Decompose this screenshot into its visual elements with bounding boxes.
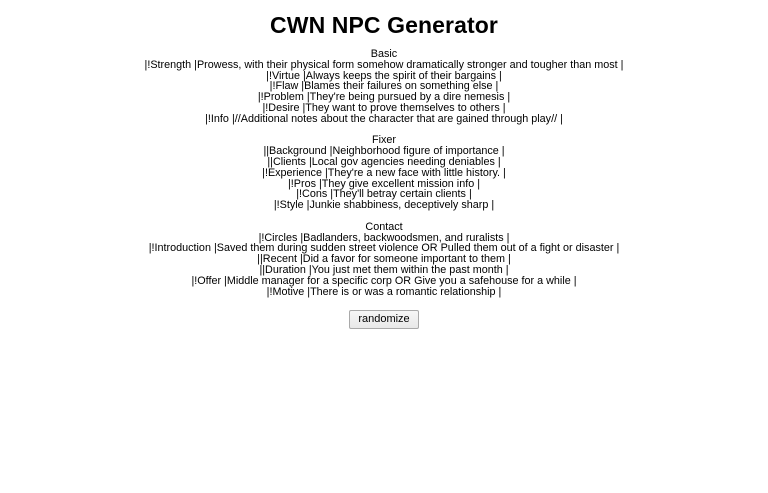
output-line: ||Recent |Did a favor for someone important to them |: [257, 253, 511, 266]
controls-bar: [0, 309, 768, 329]
section-heading-contact: Contact: [365, 220, 403, 233]
output-line: |!Experience |They're a new face with little history. |: [262, 166, 506, 179]
section-heading-fixer: Fixer: [372, 134, 396, 147]
output-line: ||Clients |Local gov agencies needing deniables |: [267, 156, 501, 169]
randomize-button[interactable]: randomize: [349, 310, 418, 329]
output-line: |!Info |//Additional notes about the character that are gained through play// |: [205, 112, 563, 125]
output-line: ||Background |Neighborhood figure of importance |: [263, 145, 505, 158]
output-section-contact: [0, 211, 768, 297]
output-line: |!Circles |Badlanders, backwoodsmen, and ruralists |: [258, 231, 510, 244]
output-section-fixer: [0, 125, 768, 211]
output-line: |!Style |Junkie shabbiness, deceptively sharp |: [273, 199, 495, 212]
output-line: |!Flaw |Blames their failures on something else |: [269, 80, 499, 93]
output-line: |!Motive |There is or was a romantic relationship |: [266, 285, 502, 298]
output-line: |!Virtue |Always keeps the spirit of their bargains |: [266, 69, 502, 82]
page-title: CWN NPC Generator: [270, 12, 498, 38]
npc-output: [0, 38, 768, 297]
output-line: |!Pros |They give excellent mission info |: [287, 177, 481, 190]
output-line: |!Problem |They're being pursued by a dire nemesis |: [257, 91, 511, 104]
output-line: |!Strength |Prowess, with their physical form somehow dramatically stronger and tougher than most |: [144, 58, 624, 71]
output-line: |!Introduction |Saved them during sudden street violence OR Pulled them out of a fight or disaster |: [148, 242, 620, 255]
output-line: |!Offer |Middle manager for a specific corp OR Give you a safehouse for a while |: [191, 274, 577, 287]
section-heading-basic: Basic: [370, 48, 398, 61]
page-root: [0, 13, 768, 329]
output-line: |!Desire |They want to prove themselves to others |: [262, 102, 506, 115]
output-section-basic: [0, 38, 768, 124]
output-line: ||Duration |You just met them within the past month |: [259, 264, 509, 277]
output-line: |!Cons |They'll betray certain clients |: [296, 188, 472, 201]
